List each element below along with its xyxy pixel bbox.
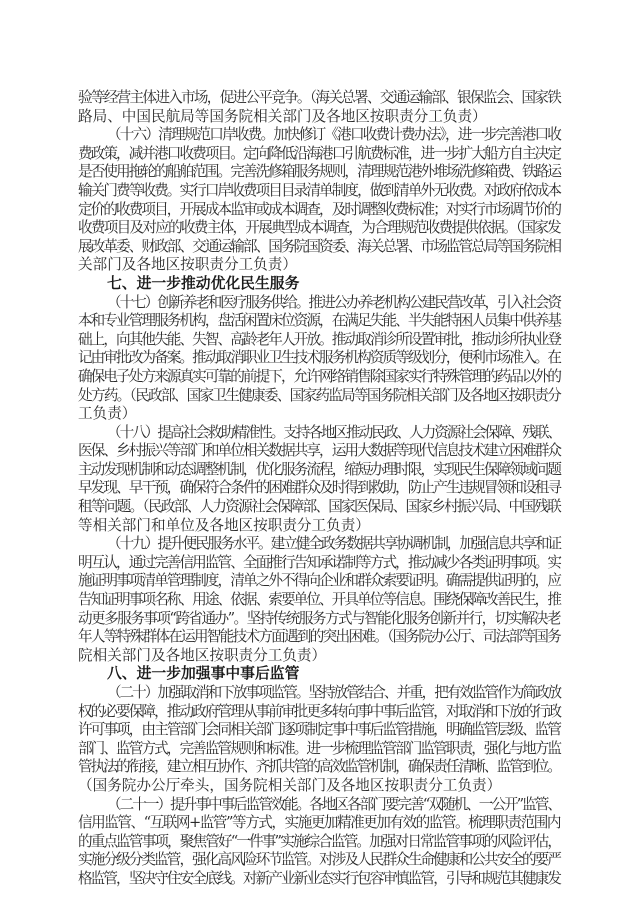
paragraph-item-16 <box>78 126 560 275</box>
section-heading-8: 八、进一步加强事中事后监管 <box>107 665 300 683</box>
paragraph-item-21 <box>78 796 560 889</box>
text-line: 医保、乡村振兴等部门和单位相关数据共享，运用大数据等现代信息技术建立困难群众 <box>78 442 560 460</box>
text-line: 格监管，坚决守住安全底线。对新产业新业态实行包容审慎监管，引导和规范其健康发 <box>78 869 560 887</box>
text-line: 信用监管、“互联网+监管”等方式，实施更加精准更加有效的监管。梳理职责范围内 <box>78 814 560 832</box>
text-line: 主动发现机制和动态调整机制，优化服务流程，缩短办理时限，实现民生保障领域问题 <box>78 460 560 478</box>
text-line: 的重点监管事项，聚焦管好“一件事”实施综合监管。加强对日常监管事项的风险评估， <box>78 832 560 850</box>
text-line: 输关门费等收费。实行口岸收费项目目录清单制度，做到清单外无收费。对政府依成本 <box>78 181 560 199</box>
paragraph-item-18 <box>78 424 560 536</box>
paragraph-item-19 <box>78 535 560 665</box>
text-line: 确保电子处方来源真实可靠的前提下，允许网络销售除国家实行特殊管理的药品以外的 <box>78 367 560 385</box>
text-line: 租等问题。（民政部、人力资源社会保障部、国家医保局、国家乡村振兴局、中国残联 <box>78 498 560 516</box>
text-line: （十九）提升便民服务水平。建立健全政务数据共享协调机制，加强信息共享和证 <box>107 535 560 553</box>
text-line: （二十）加强取消和下放事项监管。坚持放管结合、并重，把有效监管作为简政放 <box>107 684 560 701</box>
text-line: 权的必要保障，推动政府管理从事前审批更多转向事中事后监管，对取消和下放的行政 <box>78 702 560 720</box>
text-line: 路局、中国民航局等国务院相关部门及各地区按职责分工负责） <box>78 107 487 125</box>
text-line: 年人等特殊群体在运用智能技术方面遇到的突出困难。（国务院办公厅、司法部等国务 <box>78 628 560 646</box>
paragraph-item-20 <box>78 684 560 796</box>
text-line: 验等经营主体进入市场，促进公平竞争。（海关总署、交通运输部、银保监会、国家铁 <box>78 89 560 106</box>
text-line: 实施分级分类监管，强化高风险环节监管。对涉及人民群众生命健康和公共安全的要严 <box>78 851 560 869</box>
text-line: 是否使用拖轮的船舶范围。完善洗修箱服务规则，清理规范港外堆场洗修箱费、铁路运 <box>78 163 560 181</box>
text-line: 施证明事项清单管理制度，清单之外不得向企业和群众索要证明。确需提供证明的，应 <box>78 572 560 590</box>
text-line: 院相关部门及各地区按职责分工负责） <box>78 646 327 664</box>
text-line: 管执法的衔接，建立相互协作、齐抓共管的高效监管机制，确保责任清晰、监管到位。 <box>78 758 560 776</box>
text-line: 等相关部门和单位及各地区按职责分工负责） <box>78 516 370 534</box>
text-line: 收费项目及对应的收费主体，开展典型成本调查，为合理规范收费提供依据。（国家发 <box>78 219 560 237</box>
text-line: 工负责） <box>78 405 137 423</box>
text-line: 展改革委、财政部、交通运输部、国务院国资委、海关总署、市场监管总局等国务院相 <box>78 237 560 255</box>
text-line: 告知证明事项名称、用途、依据、索要单位、开具单位等信息。围绕保障改善民生，推 <box>78 591 560 609</box>
text-line: 费政策，减并港口收费项目。定向降低沿海港口引航费标准，进一步扩大船方自主决定 <box>78 144 560 162</box>
text-line: 处方药。（民政部、国家卫生健康委、国家药监局等国务院相关部门及各地区按职责分 <box>78 386 560 404</box>
paragraph-continuation <box>78 89 560 126</box>
text-line: 明互认，通过完善信用监管、全面推行告知承诺制等方式，推动减少各类证明事项。实 <box>78 553 560 571</box>
text-line: 记由审批改为备案。推动取消职业卫生技术服务机构资质等级划分，便利市场准入。在 <box>78 349 560 367</box>
text-line: 础上，向其他失能、失智、高龄老年人开放。推动取消诊所设置审批，推动诊所执业登 <box>78 330 560 348</box>
text-line: （二十一）提升事中事后监管效能。各地区各部门要完善“双随机、一公开”监管、 <box>107 795 560 813</box>
text-line: 定价的收费项目，开展成本监审或成本调查，及时调整收费标准；对实行市场调节价的 <box>78 200 560 218</box>
text-line: 许可事项，由主管部门会同相关部门逐项制定事中事后监管措施，明确监管层级、监管 <box>78 721 560 739</box>
text-line: 本和专业管理服务机构，盘活闲置床位资源，在满足失能、半失能特困人员集中供养基 <box>78 312 560 330</box>
text-line: 关部门及各地区按职责分工负责） <box>78 256 297 274</box>
text-line: 动更多服务事项“跨省通办”。坚持传统服务方式与智能化服务创新并行，切实解决老 <box>78 609 560 627</box>
text-line: （十八）提高社会救助精准性。支持各地区推动民政、人力资源社会保障、残联、 <box>107 423 560 441</box>
text-line: （国务院办公厅牵头，国务院相关部门及各地区按职责分工负责） <box>78 776 502 794</box>
document-page <box>78 89 560 889</box>
text-line: （十六）清理规范口岸收费。加快修订《港口收费计费办法》，进一步完善港口收 <box>107 126 560 144</box>
section-heading-7: 七、进一步推动优化民生服务 <box>107 274 300 292</box>
text-line: （十七）创新养老和医疗服务供给。推进公办养老机构公建民营改革，引入社会资 <box>107 293 560 311</box>
paragraph-item-17 <box>78 294 560 424</box>
text-line: 早发现、早干预，确保符合条件的困难群众及时得到救助，防止产生违规冒领和设租寻 <box>78 479 560 497</box>
text-line: 部门、监管方式，完善监管规则和标准。进一步梳理监管部门监管职责，强化与地方监 <box>78 739 560 757</box>
